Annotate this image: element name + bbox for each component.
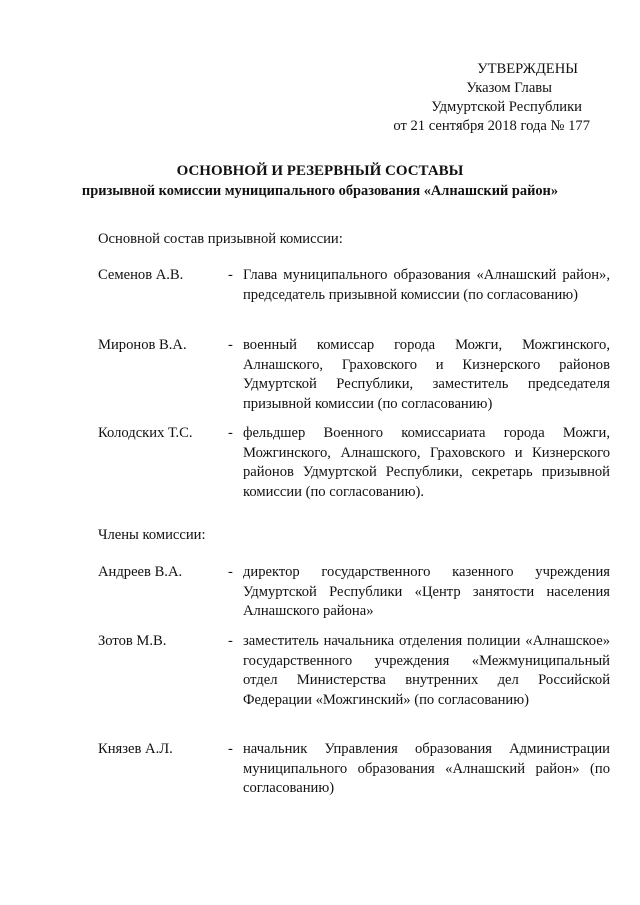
member-name: Князев А.Л. [98, 741, 173, 757]
member-description: фельдшер Военного комиссариата города Можги, Можгинского, Алнашского, Граховского и Кизнерского районов Удмуртской Республики, секретарь призывной комиссии (по согласованию). [243, 425, 610, 500]
main-section-label: Основной состав призывной комиссии: [98, 231, 343, 247]
approval-stamp [358, 60, 598, 136]
member-description: начальник Управления образования Администрации муниципального образования «Алнашский район» (по согласованию) [243, 741, 610, 797]
member-name: Андреев В.А. [98, 564, 183, 580]
member-dash: - [228, 633, 233, 649]
document-title [0, 161, 640, 201]
title-line-2: призывной комиссии муниципального образования «Алнашский район» [81, 183, 559, 199]
member-name: Семенов А.В. [98, 267, 184, 283]
member-dash: - [228, 564, 233, 580]
member-name: Миронов В.А. [98, 337, 187, 353]
member-dash: - [228, 267, 233, 283]
title-line-1: ОСНОВНОЙ И РЕЗЕРВНЫЙ СОСТАВЫ [176, 163, 464, 179]
commission-section-label: Члены комиссии: [98, 527, 206, 543]
member-dash: - [228, 425, 233, 441]
member-description: директор государственного казенного учреждения Удмуртской Республики «Центр занятости населения Алнашского района» [243, 564, 610, 620]
approval-line-2: Указом Главы [466, 80, 552, 96]
member-description: военный комиссар города Можги, Можгинского, Алнашского, Граховского и Кизнерского районов Удмуртской Республики, заместитель председателя призывной комиссии (по согласованию) [243, 337, 610, 412]
member-dash: - [228, 741, 233, 757]
approval-line-4: от 21 сентября 2018 года № 177 [393, 118, 590, 134]
member-description: Глава муниципального образования «Алнашский район», председатель призывной комиссии (по согласованию) [243, 267, 610, 303]
member-description: заместитель начальника отделения полиции «Алнашское» государственного учреждения «Межмуниципальный отдел Министерства внутренних дел Российской Федерации «Можгинский» (по согласованию) [243, 633, 610, 708]
member-dash: - [228, 337, 233, 353]
member-name: Зотов М.В. [98, 633, 167, 649]
approval-line-1: УТВЕРЖДЕНЫ [477, 61, 578, 77]
member-name: Колодских Т.С. [98, 425, 193, 441]
approval-line-3: Удмуртской Республики [431, 99, 582, 115]
